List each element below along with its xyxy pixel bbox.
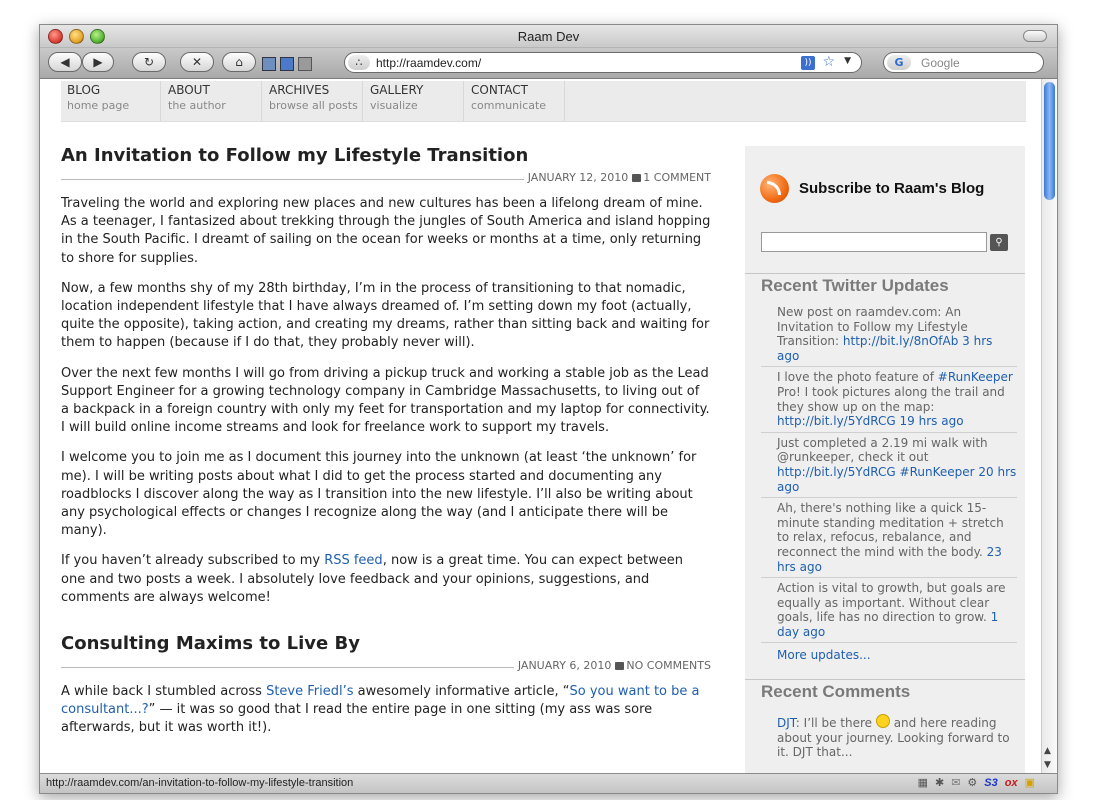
paragraph-text: , now is a great time. You can expect between one and two posts a week. I absolutely love feedback and your opinions, suggestions, and comments are always welcome! [61,553,683,605]
comment-icon [632,174,641,182]
nav-item-subtitle: the author [168,99,226,112]
post-meta [61,657,711,683]
post-paragraph: Traveling the world and exploring new places and new cultures has been a lifelong dream of mine. As a teenager, I fantasized about trekking through the jungles of South America and island hopping in the South Pacific. I dreamt of sailing on the ocean for weeks or months at a time, only returning to shore for supplies. [61,196,711,266]
nav-item-contact[interactable] [465,81,565,121]
lock-icon[interactable]: ▣ [1024,777,1035,789]
list-item [761,367,1017,432]
tweet-time[interactable]: 20 hrs ago [777,464,1017,494]
paragraph-text: ” — it was so good that I read the entire page in one sitting (my ass was sore afterwards, but it was worth it!). [61,702,653,736]
scroll-up-icon[interactable]: ▲ [1044,746,1051,756]
status-icons [918,776,1035,789]
rss-icon[interactable]: )) [801,56,815,70]
home-icon: ⌂ [235,55,243,69]
list-item [761,302,1017,367]
comments-heading: Recent Comments [745,679,1025,702]
tweet-link[interactable]: http://bit.ly/5YdRCG [777,464,896,479]
more-updates-link[interactable]: More updates... [777,648,871,663]
list-item [761,709,1017,763]
list-item [761,578,1017,643]
s3-icon[interactable]: S3 [984,776,998,789]
window-title: Raam Dev [517,29,580,44]
forward-button[interactable] [82,52,114,72]
post-meta-text [524,171,711,184]
post-date: JANUARY 12, 2010 [527,171,629,184]
title-bar [40,25,1057,48]
nav-item-title: GALLERY [370,83,424,97]
comment-icon [615,662,624,670]
scrollbar-thumb[interactable] [1044,82,1055,200]
nav-item-archives[interactable] [263,81,363,121]
steve-friedl-link[interactable]: Steve Friedl’s [266,684,354,700]
nav-item-title: CONTACT [471,83,528,97]
stop-icon: ✕ [191,55,203,69]
search-placeholder: Google [921,56,960,70]
nav-item-title: BLOG [67,83,101,97]
nav-item-title: ABOUT [168,83,210,97]
paragraph-text: awesomely informative article, “ [353,684,570,700]
post-title[interactable]: An Invitation to Follow my Lifestyle Transition [61,145,529,166]
bookmark-toolbar-icon[interactable] [280,57,294,71]
mail-icon[interactable]: ✉ [951,777,961,789]
comments-link[interactable]: NO COMMENTS [626,659,711,673]
rss-feed-icon[interactable] [760,174,789,203]
url-history-dropdown-icon[interactable]: ▼ [844,56,851,66]
reload-button[interactable] [132,52,166,72]
scroll-down-icon[interactable]: ▼ [1044,760,1051,770]
browser-window [39,24,1058,794]
recent-comments-list [761,709,1017,763]
clipboard-icon[interactable] [298,57,312,71]
paragraph-text: A while back I stumbled across [61,684,267,700]
nav-item-title: ARCHIVES [269,83,330,97]
forward-arrow-icon: ▶ [93,55,103,69]
comments-link[interactable]: 1 COMMENT [643,171,711,184]
tweet-time[interactable]: 1 day ago [777,610,999,639]
back-arrow-icon: ◀ [60,55,70,69]
page-viewport [40,79,1041,774]
main-content [61,145,711,750]
tweet-text: Pro! I took pictures along the trail and they show up on the map: [777,384,1005,414]
tweet-text: Just completed a 2.19 mi walk with [777,435,988,450]
post-date: JANUARY 6, 2010 [517,659,612,673]
back-button[interactable] [48,52,82,72]
tweet-link[interactable]: http://bit.ly/5YdRCG [777,414,896,429]
tweet-time[interactable]: 3 hrs ago [777,334,993,363]
tweet-text: New post on raamdev.com: An Invitation to Follow my Lifestyle Transition: [777,305,968,349]
subscribe-block[interactable] [760,174,984,203]
hashtag-link[interactable]: #RunKeeper [937,370,1013,385]
post-meta-text [514,659,711,672]
toolbar-toggle-button[interactable] [1023,30,1047,42]
paragraph-text: If you haven’t already subscribed to my [61,553,325,569]
post-meta [61,169,711,195]
nav-item-subtitle: communicate [471,99,547,112]
hashtag-link[interactable]: #RunKeeper [899,464,975,479]
mention-text: @runkeeper [777,450,851,465]
tweet-text: I love the photo feature of [777,370,938,385]
comment-text: and here reading about your journey. Looking forward to it. DJT that... [777,716,1010,760]
nav-item-gallery[interactable] [364,81,464,121]
stop-button[interactable] [180,52,214,72]
vertical-scrollbar[interactable] [1041,79,1057,774]
article-link[interactable]: So you want to be a consultant...? [61,684,700,718]
sidebar [745,146,1025,774]
tweet-text: Ah, there's nothing like a quick 15-minute standing meditation + stretch to relax, refocus, rebalance, and reconnect the mind with the body. [777,501,1004,559]
twitter-updates-list [761,302,1017,662]
search-submit-button[interactable]: ⚲ [990,234,1008,251]
nav-item-subtitle: browse all posts [269,99,358,112]
addon-status-icon[interactable]: ▦ [917,777,928,789]
post-paragraph [61,552,711,607]
tweet-link[interactable]: http://bit.ly/8nOfAb [842,334,959,349]
subscribe-title[interactable]: Subscribe to Raam's Blog [799,180,985,197]
status-bar [40,773,1057,793]
twitter-heading: Recent Twitter Updates [745,273,1025,296]
post-title[interactable]: Consulting Maxims to Live By [61,633,360,655]
nav-item-subtitle: visualize [370,99,418,112]
tweet-time[interactable]: 23 hrs ago [777,544,1002,574]
post-paragraph [61,683,711,738]
tools-icon[interactable]: ⚙ [967,777,978,789]
tweet-text: Action is vital to growth, but goals are equally as important. Without clear goals, life has no direction to grow. [777,581,1006,625]
post-paragraph: Now, a few months shy of my 28th birthday, I’m in the process of transitioning to that nomadic, location independent lifestyle that I have always dreamed of. I’m setting down my foot (actually, quite the opposite), taking action, and creating my dreams, rather than sitting back and waiting for them to happen (because if I do that, they probably never will). [61,280,710,351]
tweet-text: , check it out [850,450,929,465]
ox-icon[interactable]: ox [1004,776,1018,789]
address-bar[interactable] [344,52,862,73]
tweet-time[interactable]: 19 hrs ago [899,414,964,429]
nav-item-about[interactable] [162,81,262,121]
addon-icon[interactable] [262,57,276,71]
home-button[interactable] [222,52,256,72]
site-navigation [61,81,1026,122]
snowflake-icon[interactable]: ✱ [934,777,945,789]
smiley-icon [876,714,890,728]
post-paragraph: I welcome you to join me as I document this journey into the unknown (at least ‘the unknown’ for me). I will be writing posts about what I did to get the process started and documenting any roadblocks I discover along the way as I transition into the new lifestyle. I’ll also be writing about any psychological effects or changes I recognize along the way (and I anticipate there will be many). [61,450,697,539]
url-text[interactable]: http://raamdev.com/ [376,56,482,70]
navigation-toolbar [40,48,1057,79]
comment-text: : I’ll be there [795,716,876,730]
nav-item-subtitle: home page [67,99,130,112]
site-identity-icon[interactable]: ∴ [348,55,370,70]
comment-author-link[interactable]: DJT [777,716,796,730]
search-box[interactable] [883,52,1044,73]
sidebar-search-input[interactable] [761,232,987,252]
list-item [761,498,1017,578]
reload-icon: ↻ [143,55,155,69]
bookmark-star-icon[interactable]: ☆ [822,54,835,70]
search-engine-icon[interactable]: G [887,55,911,70]
list-item [761,433,1017,498]
nav-item-blog[interactable] [61,81,161,121]
rss-feed-link[interactable]: RSS feed [324,553,383,569]
post-paragraph: Over the next few months I will go from driving a pickup truck and working a stable job as the Lead Support Engineer for a growing technology company in Cambridge Massachusetts, to living out of a backpack in a foreign country with only my feet for transportation and my laptop for connectivity. I will build online income streams and look for freelance work to support my travels. [61,365,710,436]
status-url: http://raamdev.com/an-invitation-to-follow-my-lifestyle-transition [46,777,354,789]
